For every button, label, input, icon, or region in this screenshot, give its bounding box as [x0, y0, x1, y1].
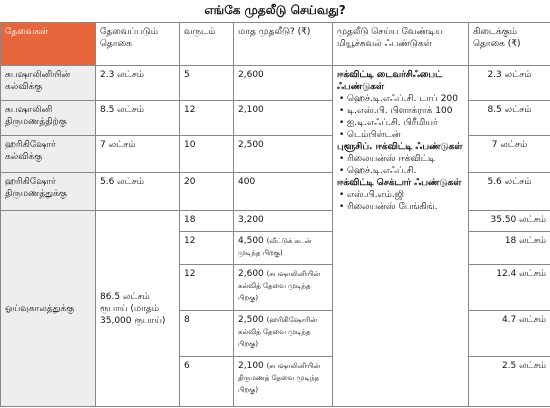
amount-cell: 2.3 லட்சம் — [96, 66, 180, 101]
header-funds: முதலீடு செய்ய வேண்டிய மியூச்சுவல் ஃபண்டுகள் — [333, 23, 469, 66]
monthly-cell: 3,200 — [234, 211, 333, 232]
need-cell: ஹரிகிஷோர் திருமணத்துக்கு — [1, 173, 96, 211]
monthly-cell: 2,600 (சுபஷாலினியின் கல்வித் தேவை முடிந்த பிறகு) — [234, 264, 333, 310]
table-row — [1, 211, 550, 232]
result-cell: 35.50 லட்சம் — [469, 211, 550, 232]
need-cell: சுபஷாலினியின் கல்விக்கு — [1, 66, 96, 101]
monthly-note: (ஹரிகிஷோரின் கல்வித் தேவை முடிந்த பிறகு) — [238, 316, 318, 349]
monthly-cell: 4,500 (வீட்டுக் கடன் முடிந்த பிறகு) — [234, 232, 333, 265]
monthly-note: (சுபஷாலினியின் கல்வித் தேவை முடிந்த பிறகு) — [238, 269, 321, 302]
fund-item: • ரிலையன்ஸ் பேங்கிங். — [339, 202, 438, 213]
years-cell: 12 — [180, 100, 234, 135]
monthly-cell: 2,500 (ஹரிகிஷோரின் கல்வித் தேவை முடிந்த பிறகு) — [234, 311, 333, 357]
fund-category: புளூசிப். ஈக்விட்டி ஃபண்டுகள் — [337, 142, 463, 153]
header-result: கிடைக்கும் தொகை (₹) — [469, 23, 550, 66]
years-cell: 20 — [180, 173, 234, 211]
table-row — [1, 66, 550, 101]
amount-cell-retirement: 86.5 லட்சம் ரூபாய் (மாதம் 35,000 ரூபாய்) — [96, 211, 180, 407]
investment-table — [0, 22, 550, 407]
result-cell: 18 லட்சம் — [469, 232, 550, 265]
header-monthly: மாத முதலீடு? (₹) — [234, 23, 333, 66]
header-amount: தேவைப்படும் தொகை — [96, 23, 180, 66]
years-cell: 8 — [180, 311, 234, 357]
years-cell: 10 — [180, 135, 234, 173]
monthly-cell: 2,100 (சுபஷாலினியின் திருமணத் தேவை முடிந்த பிறகு) — [234, 357, 333, 407]
amount-cell: 5.6 லட்சம் — [96, 173, 180, 211]
result-cell: 2.3 லட்சம் — [469, 66, 550, 101]
header-row — [1, 23, 550, 66]
fund-item: • டெம்பிள்டன் — [339, 130, 401, 141]
fund-category: ஈக்விட்டி செக்டார் ஃபண்டுகள் — [337, 178, 462, 189]
header-needs: தேவைகள் — [1, 23, 96, 66]
fund-category: ஈக்விட்டி டைவர்சிஃபைட் ஃபண்டுகள் — [337, 70, 443, 93]
funds-cell — [333, 66, 469, 407]
result-cell: 12.4 லட்சம் — [469, 264, 550, 310]
monthly-cell: 400 — [234, 173, 333, 211]
need-cell: ஹரிகிஷோர் கல்விக்கு — [1, 135, 96, 173]
result-cell: 2.5 லட்சம் — [469, 357, 550, 407]
amount-cell: 7 லட்சம் — [96, 135, 180, 173]
years-cell: 18 — [180, 211, 234, 232]
monthly-note: (சுபஷாலினியின் திருமணத் தேவை முடிந்த பிறகு) — [238, 362, 321, 395]
monthly-cell: 2,100 — [234, 100, 333, 135]
table-row — [1, 100, 550, 135]
result-cell: 5.6 லட்சம் — [469, 173, 550, 211]
need-cell-retirement: ஓய்வுகாலத்துக்கு — [1, 211, 96, 407]
result-cell: 4.7 லட்சம் — [469, 311, 550, 357]
monthly-cell: 2,500 — [234, 135, 333, 173]
years-cell: 12 — [180, 232, 234, 265]
need-cell: சுபஷாலினி திருமணத்திற்கு — [1, 100, 96, 135]
fund-item: • டி.எஸ்.பி. பிளாக்ராக் 100 — [339, 106, 453, 117]
years-cell: 6 — [180, 357, 234, 407]
fund-item: • ஐ.டி.எஃப்.சி. பிரீமியர் — [339, 118, 438, 129]
header-years: வருடம் — [180, 23, 234, 66]
years-cell: 5 — [180, 66, 234, 101]
result-cell: 7 லட்சம் — [469, 135, 550, 173]
page-title: எங்கே முதலீடு செய்வது? — [204, 3, 346, 17]
fund-item: • ரிலையன்ஸ் ஈக்விட்டி — [339, 154, 436, 165]
result-cell: 8.5 லட்சம் — [469, 100, 550, 135]
fund-item: • ஹெச்.டி.எஃப்.சி. — [339, 166, 417, 177]
monthly-cell: 2,600 — [234, 66, 333, 101]
amount-cell: 8.5 லட்சம் — [96, 100, 180, 135]
table-row — [1, 173, 550, 211]
monthly-note: (வீட்டுக் கடன் முடிந்த பிறகு) — [238, 237, 312, 258]
years-cell: 12 — [180, 264, 234, 310]
fund-item: • ஹெச்.டி.எஃப்.சி. டாப் 200 — [339, 94, 458, 105]
fund-item: • எஸ்.பி.எம்.ஜி — [339, 190, 404, 201]
table-row — [1, 135, 550, 173]
